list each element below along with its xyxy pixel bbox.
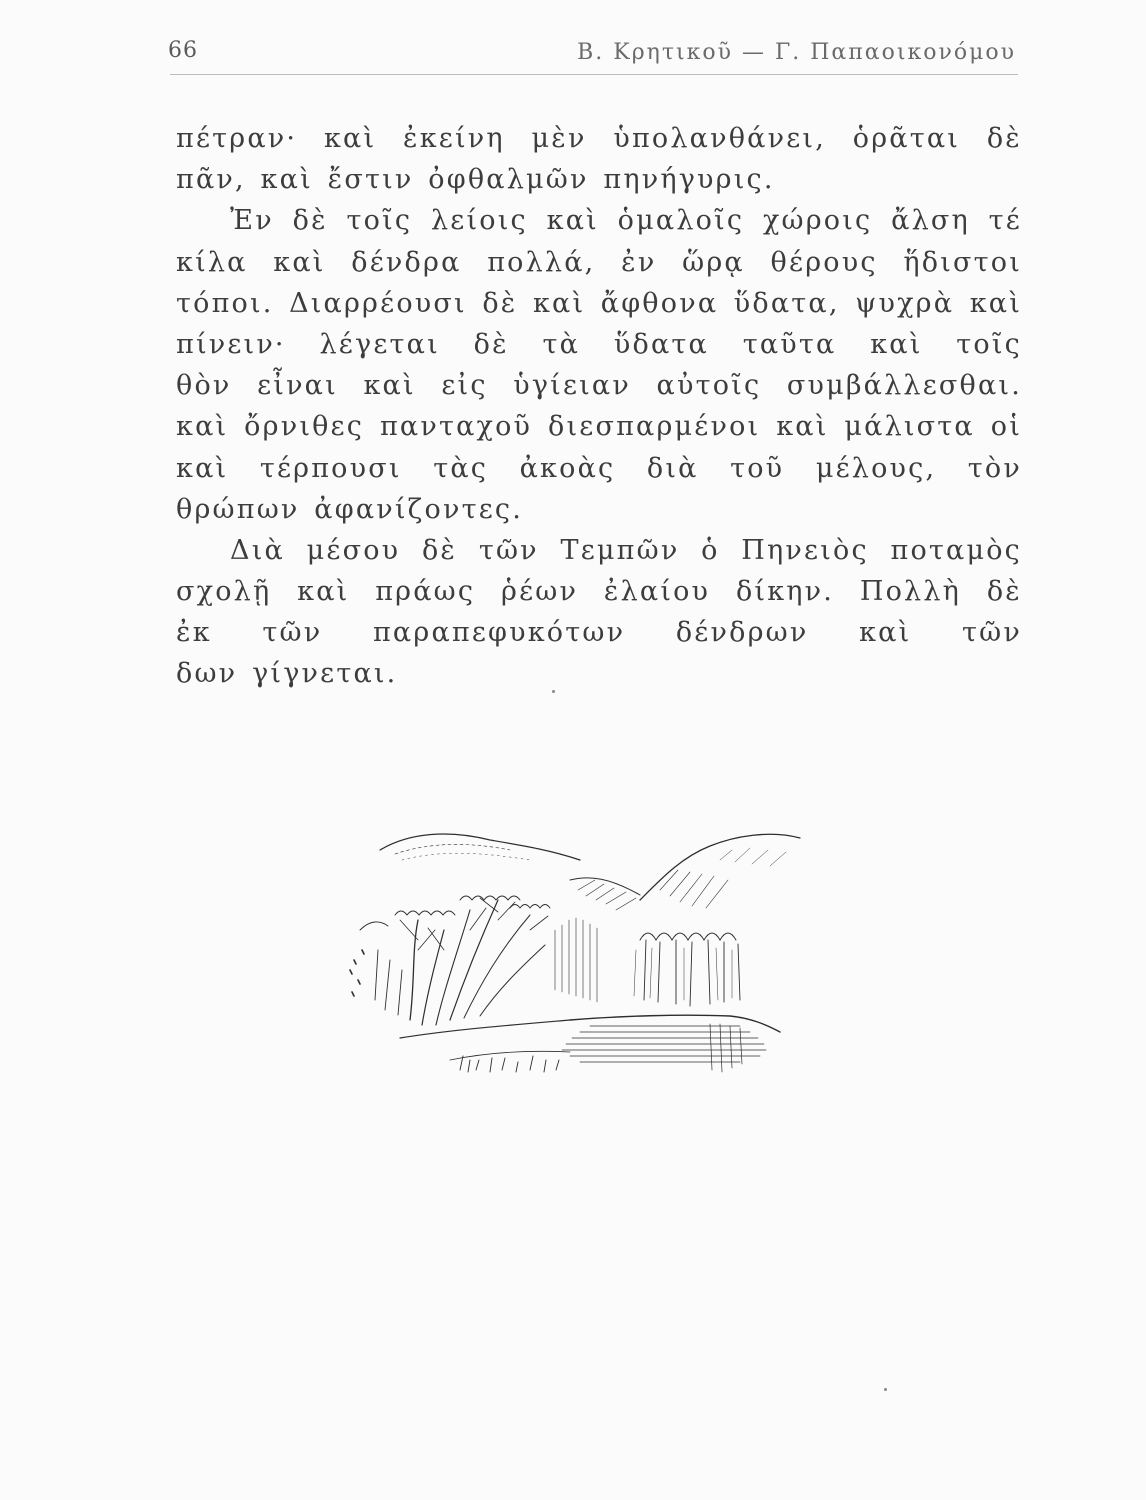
landscape-illustration [340,820,820,1080]
text-line: θὸν εἶναι καὶ εἰς ὑγίειαν αὐτοῖς συμβάλλεσθαι. [176,370,1022,402]
text-line: θρώπων ἀφανίζοντες. [176,493,524,525]
text-line: κίλα καὶ δένδρα πολλά, ἐν ὥρᾳ θέρους ἥδιστοι [176,246,1022,278]
running-header-title: Β. Κρητικοῦ — Γ. Παπαοικονόμου [577,40,1016,65]
text-line: Ἐν δὲ τοῖς λείοις καὶ ὁμαλοῖς χώροις ἄλση τέ [230,205,1022,237]
text-line: πίνειν· λέγεται δὲ τὰ ὕδατα ταῦτα καὶ τοῖς [176,328,1022,360]
paper-speck [552,690,555,693]
text-line: Διὰ μέσου δὲ τῶν Τεμπῶν ὁ Πηνειὸς ποταμὸς [230,534,1022,566]
text-line: πᾶν, καὶ ἔστιν ὀφθαλμῶν πηνήγυρις. [176,164,775,196]
text-line: καὶ τέρπουσι τὰς ἀκοὰς διὰ τοῦ μέλους, τὸν [176,452,1022,484]
text-line: πέτραν· καὶ ἐκείνη μὲν ὑπολανθάνει, ὁρᾶται δὲ [176,123,1022,154]
header-rule [170,74,1018,75]
page-number: 66 [168,38,198,63]
body-text [176,118,1022,695]
text-line: δων γίγνεται. [176,658,398,690]
paper-speck [884,1388,887,1391]
text-line: τόποι. Διαρρέουσι δὲ καὶ ἄφθονα ὕδατα, ψυχρὰ καὶ [176,287,1022,319]
text-line: σχολῇ καὶ πράως ῥέων ἐλαίου δίκην. Πολλὴ δὲ [176,576,1022,608]
text-line: ἐκ τῶν παραπεφυκότων δένδρων καὶ τῶν [176,617,1022,649]
text-line: καὶ ὄρνιθες πανταχοῦ διεσπαρμένοι καὶ μάλιστα οἱ [176,411,1022,443]
